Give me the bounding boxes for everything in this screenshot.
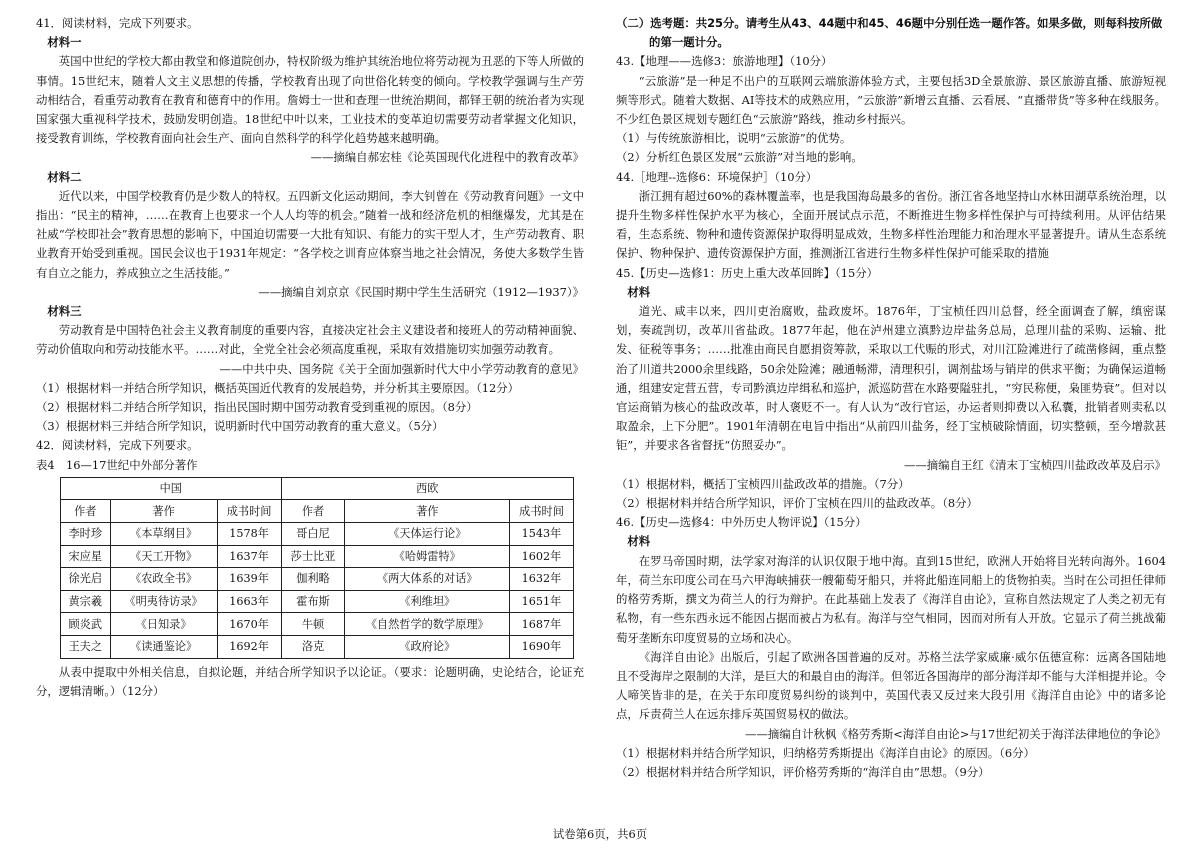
q46-text-1: 在罗马帝国时期，法学家对海洋的认识仅限于地中海。直到15世纪，欧洲人开始将目光转向海外。1604年，荷兰东印度公司在马六甲海峡捕获一艘葡萄牙船只，并将此船连同船上的货物拍卖。当时在公司担任律师的格劳秀斯，撰文为荷兰人的行为辩护。在此基础上发表了《海洋自由论》，宣称自然法规定了人类之初无有私物，有一些东西永远不能因占据而被占为私有。海洋与空气相同，因而对所有人开放。它显示了荷兰挑战葡萄牙垄断东印度贸易的立场和决心。 bbox=[616, 553, 1166, 645]
table-header: 作者 bbox=[61, 500, 111, 523]
q44-text: 浙江拥有超过60%的森林覆盖率，也是我国海岛最多的省份。浙江省各地坚持山水林田湖草系统治理，以提升生物多样性保护水平为核心，全面开展试点示范，不断推进生物多样性保护与可持续利用。从评估结果看，生态系统、物种和遗传资源保护取得明显成效，生物多样性治理能力和治理水平显著提升。请从生态系统保护、物种保护、遗传资源保护方面，推测浙江省进行生物多样性保护可能采取的措施 bbox=[616, 188, 1166, 261]
table-header: 著作 bbox=[110, 500, 217, 523]
table-header-row bbox=[61, 500, 574, 523]
table-caption: 表4 16—17世纪中外部分著作 bbox=[36, 457, 198, 472]
material-1-source: ——摘编自郝宏桂《论英国现代化进程中的教育改革》 bbox=[310, 150, 584, 165]
table-cell: 1543年 bbox=[510, 523, 574, 546]
left-column bbox=[36, 14, 584, 701]
table-cell: 1602年 bbox=[510, 545, 574, 568]
works-table bbox=[60, 477, 574, 659]
table-cell: 《天体运行论》 bbox=[345, 523, 510, 546]
q46-title: 46.【历史—选修4：中外历史人物评说】（15分） bbox=[616, 515, 867, 530]
q42-intro: 42．阅读材料，完成下列要求。 bbox=[36, 438, 199, 453]
table-cell: 哥白尼 bbox=[281, 523, 345, 546]
page-footer: 试卷第6页，共6页 bbox=[552, 827, 648, 841]
material-3-source: ——中共中央、国务院《关于全面加强新时代大中小学劳动教育的意见》 bbox=[219, 361, 584, 376]
q41-part-3: （3）根据材料三并结合所学知识，说明新时代中国劳动教育的重大意义。（5分） bbox=[36, 419, 444, 434]
q45-material-title: 材料 bbox=[627, 284, 651, 299]
table-cell: 徐光启 bbox=[61, 568, 111, 591]
table-cell: 黄宗羲 bbox=[61, 590, 111, 613]
table-cell: 《利维坦》 bbox=[345, 590, 510, 613]
q45-text: 道光、咸丰以来，四川吏治腐败，盐政废坏。1876年，丁宝桢任四川总督，经全面调查了解，缜密谋划，奏疏剀切，改革川省盐政。1877年起，他在泸州建立滇黔边岸盐务总局，总理川盐的采购、运输、批发、征税等事务；……批准由商民自愿捐资筹款，采取以工代赈的形式，对川江险滩进行了疏凿修阔，重点整治了川道共2000余里线路，50余处险滩；融通畅滞，清理积引，调剂盐场与销岸的供求平衡；为确保运道畅通，组建安定营五营，专司黔滇边岸缉私和巡护，派巡防营在水路要隘驻扎，“穷民称便，枭匪势衰”。但对以官运商销为核心的盐政改革，时人褒贬不一。有人认为“改行官运，办运者则抑费以入私囊，批销者则卖私以取盈余，上下分肥”。1901年清朝在电旨中指出“从前四川盐务，经丁宝桢破除情面，切实整顿，至今增款甚钜”，并要求各省督抚“仿照妥办”。 bbox=[616, 304, 1166, 453]
table-cell: 1632年 bbox=[510, 568, 574, 591]
table-cell: 《政府论》 bbox=[345, 636, 510, 659]
table-cell: 《天工开物》 bbox=[110, 545, 217, 568]
q46-part-1: （1）根据材料并结合所学知识，归纳格劳秀斯提出《海洋自由论》的原因。（6分） bbox=[616, 745, 1035, 760]
q46-part-2: （2）根据材料并结合所学知识，评价格劳秀斯的“海洋自由”思想。（9分） bbox=[616, 764, 990, 779]
table-cell: 《本草纲目》 bbox=[110, 523, 217, 546]
material-2-text: 近代以来，中国学校教育仍是少数人的特权。五四新文化运动期间，李大钊曾在《劳动教育问题》一文中指出：“民主的精神，……在教育上也要求一个人人均等的机会。”随着一战和经济危机的相继爆发，尤其是在社威“学校即社会”教育思想的影响下，中国迫切需要一大批有知识、有能力的实干型人才，生产劳动教育、职业教育开始受到重视。国民会议也于1931年规定：“各学校之训育应体察当地之社会情况，务使大多数学生皆有自立之能力，养成独立之生活技能。” bbox=[36, 188, 584, 280]
q46-text-2: 《海洋自由论》出版后，引起了欧洲各国普遍的反对。苏格兰法学家威廉·威尔伍德宣称：远离各国陆地且不受海岸之限制的大洋，是巨大的和最自由的海洋。但邻近各国海岸的部分海洋却不能与大洋相提并论。令人啼笑皆非的是，在关于东印度贸易纠纷的谈判中，英国代表又反过来大段引用《海洋自由论》中的诸多论点，斥责荷兰人在远东排斥英国贸易权的做法。 bbox=[616, 649, 1166, 722]
table-row bbox=[61, 613, 574, 636]
elective-header: （二）选考题：共25分。请考生从43、44题中和45、46题中分别任选一题作答。如果多做，则每科按所做的第一题计分。 bbox=[616, 16, 1163, 50]
table-cell: 1690年 bbox=[510, 636, 574, 659]
table-cell: 1639年 bbox=[217, 568, 281, 591]
material-1-title: 材料一 bbox=[47, 35, 82, 50]
material-2-title: 材料二 bbox=[47, 169, 82, 184]
table-group-china: 中国 bbox=[61, 477, 282, 500]
table-cell: 莎士比亚 bbox=[281, 545, 345, 568]
q45-title: 45.【历史—选修1：历史上重大改革回眸】（15分） bbox=[616, 265, 878, 280]
table-header: 成书时间 bbox=[217, 500, 281, 523]
table-cell: 洛克 bbox=[281, 636, 345, 659]
q41-intro: 41．阅读材料，完成下列要求。 bbox=[36, 16, 199, 30]
table-cell: 1651年 bbox=[510, 590, 574, 613]
table-cell: 1687年 bbox=[510, 613, 574, 636]
table-cell: 《读通鉴论》 bbox=[110, 636, 217, 659]
table-cell: 1663年 bbox=[217, 590, 281, 613]
table-cell: 1637年 bbox=[217, 545, 281, 568]
q41-part-2: （2）根据材料二并结合所学知识，指出民国时期中国劳动教育受到重视的原因。（8分） bbox=[36, 400, 478, 415]
table-cell: 《农政全书》 bbox=[110, 568, 217, 591]
material-3-text: 劳动教育是中国特色社会主义教育制度的重要内容，直接决定社会主义建设者和接班人的劳动精神面貌、劳动价值取向和劳动技能水平。……对此，全党全社会必须高度重视，采取有效措施切实加强劳动教育。 bbox=[36, 323, 584, 357]
table-row bbox=[61, 568, 574, 591]
q42-task: 从表中提取中外相关信息，自拟论题，并结合所学知识予以论证。（要求：论题明确，史论结合，论证充分，逻辑清晰。）（12分） bbox=[36, 664, 584, 698]
q45-part-1: （1）根据材料，概括丁宝桢四川盐政改革的措施。（7分） bbox=[616, 476, 910, 491]
material-2-source: ——摘编自刘京京《民国时期中学生生活研究（1912—1937）》 bbox=[258, 284, 584, 299]
table-cell: 1578年 bbox=[217, 523, 281, 546]
table-row bbox=[61, 636, 574, 659]
q46-material-title: 材料 bbox=[627, 534, 651, 549]
table-header: 著作 bbox=[345, 500, 510, 523]
q43-part-1: （1）与传统旅游相比，说明“云旅游”的优势。 bbox=[616, 131, 852, 146]
table-header: 成书时间 bbox=[510, 500, 574, 523]
table-cell: 顾炎武 bbox=[61, 613, 111, 636]
q43-text: “云旅游”是一种足不出户的互联网云端旅游体验方式，主要包括3D全景旅游、景区旅游直播、旅游短视频等形式。随着大数据、AI等技术的成熟应用，“云旅游”新增云直播、云看展、“直播带货”等多种在线服务。不少红色景区规划专题红色“云旅游”路线，推动乡村振兴。 bbox=[616, 73, 1166, 127]
table-cell: 《自然哲学的数学原理》 bbox=[345, 613, 510, 636]
table-cell: 王夫之 bbox=[61, 636, 111, 659]
table-header: 作者 bbox=[281, 500, 345, 523]
table-cell: 伽利略 bbox=[281, 568, 345, 591]
table-cell: 宋应星 bbox=[61, 545, 111, 568]
table-cell: 《日知录》 bbox=[110, 613, 217, 636]
table-cell: 《哈姆雷特》 bbox=[345, 545, 510, 568]
table-group-west: 西欧 bbox=[281, 477, 573, 500]
table-cell: 1692年 bbox=[217, 636, 281, 659]
material-3-title: 材料三 bbox=[47, 304, 82, 319]
q46-source: ——摘编自计秋枫《格劳秀斯<海洋自由论>与17世纪初关于海洋法律地位的争论》 bbox=[745, 726, 1166, 741]
table-cell: 霍布斯 bbox=[281, 590, 345, 613]
right-column bbox=[616, 14, 1166, 782]
q43-part-2: （2）分析红色景区发展“云旅游”对当地的影响。 bbox=[616, 150, 863, 165]
table-row bbox=[61, 590, 574, 613]
table-cell: 1670年 bbox=[217, 613, 281, 636]
q45-source: ——摘编自王红《清末丁宝桢四川盐政改革及启示》 bbox=[904, 457, 1166, 472]
material-1-text: 英国中世纪的学校大都由教堂和修道院创办，特权阶级为维护其统治地位将劳动视为丑恶的下等人所做的事情。15世纪末，随着人文主义思想的传播，学校教育出现了向世俗化转变的倾向。学校教学强调与生产劳动相结合，看重劳动教育在教育和德育中的作用。詹姆士一世和查理一世统治期间，都铎王朝的统治者为实现国家强大重视科学技术，鼓励发明创造。18世纪中叶以来，工业技术的变革迫切需要劳动者掌握文化知识，接受教育训练，学校教育面向社会生产、面向自然科学的科学化趋势越来越明确。 bbox=[36, 54, 584, 146]
table-row bbox=[61, 523, 574, 546]
table-cell: 《明夷待访录》 bbox=[110, 590, 217, 613]
table-cell: 牛顿 bbox=[281, 613, 345, 636]
table-row bbox=[61, 545, 574, 568]
table-cell: 李时珍 bbox=[61, 523, 111, 546]
q41-part-1: （1）根据材料一并结合所学知识，概括英国近代教育的发展趋势，并分析其主要原因。（12分） bbox=[36, 380, 520, 395]
table-cell: 《两大体系的对话》 bbox=[345, 568, 510, 591]
q45-part-2: （2）根据材料并结合所学知识，评价丁宝桢在四川的盐政改革。（8分） bbox=[616, 496, 978, 511]
q44-title: 44.［地理--选修6：环境保护］（10分） bbox=[616, 169, 818, 184]
q43-title: 43.【地理——选修3：旅游地理】（10分） bbox=[616, 54, 833, 69]
